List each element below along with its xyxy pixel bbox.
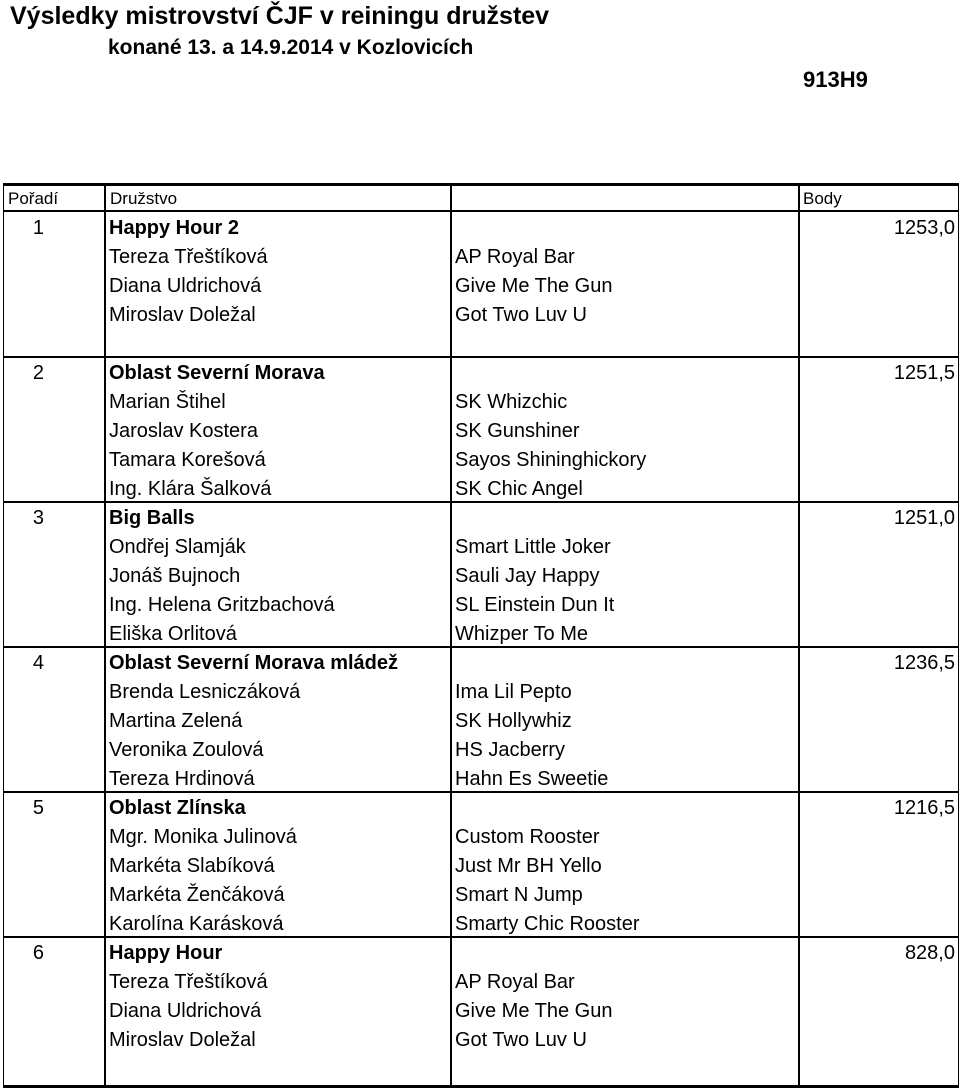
team-name: Oblast Zlínska — [109, 797, 246, 819]
row-divider — [4, 791, 958, 793]
row-divider — [4, 501, 958, 503]
team-rank: 5 — [32, 797, 44, 819]
team-points: 1253,0 — [893, 217, 955, 239]
rider-name: Mgr. Monika Julinová — [109, 826, 297, 848]
rider-name: Brenda Lesniczáková — [109, 681, 301, 703]
team-points: 1251,0 — [893, 507, 955, 529]
rider-name: Diana Uldrichová — [109, 275, 262, 297]
horse-name: Ima Lil Pepto — [455, 681, 572, 703]
rider-name: Tereza Hrdinová — [109, 768, 255, 790]
team-rank: 3 — [32, 507, 44, 529]
horse-name: SK Whizchic — [455, 391, 568, 413]
team-points: 1251,5 — [893, 362, 955, 384]
horse-name: Got Two Luv U — [455, 1029, 587, 1051]
team-name: Oblast Severní Morava — [109, 362, 325, 384]
rider-name: Diana Uldrichová — [109, 1000, 262, 1022]
horse-name: AP Royal Bar — [455, 971, 575, 993]
rider-name: Marian Štihel — [109, 391, 226, 413]
horse-name: Smart Little Joker — [455, 536, 611, 558]
rider-name: Tereza Třeštíková — [109, 971, 268, 993]
horse-name: Give Me The Gun — [455, 1000, 613, 1022]
header-points: Body — [803, 189, 842, 208]
row-divider — [4, 936, 958, 938]
rider-name: Jonáš Bujnoch — [109, 565, 241, 587]
header-rank: Pořadí — [8, 189, 59, 208]
team-rank: 1 — [32, 217, 44, 239]
column-divider-points — [798, 186, 800, 1085]
horse-name: Smart N Jump — [455, 884, 583, 906]
horse-name: AP Royal Bar — [455, 246, 575, 268]
team-rank: 2 — [32, 362, 44, 384]
horse-name: Got Two Luv U — [455, 304, 587, 326]
horse-name: SK Gunshiner — [455, 420, 580, 442]
team-points: 828,0 — [904, 942, 955, 964]
horse-name: Give Me The Gun — [455, 275, 613, 297]
horse-name: Whizper To Me — [455, 623, 589, 645]
rider-name: Karolína Karásková — [109, 913, 284, 935]
row-divider — [4, 356, 958, 358]
row-divider — [4, 646, 958, 648]
horse-name: SK Hollywhiz — [455, 710, 572, 732]
rider-name: Markéta Slabíková — [109, 855, 275, 877]
team-points: 1236,5 — [893, 652, 955, 674]
horse-name: SL Einstein Dun It — [455, 594, 615, 616]
horse-name: Custom Rooster — [455, 826, 600, 848]
rider-name: Eliška Orlitová — [109, 623, 237, 645]
rider-name: Miroslav Doležal — [109, 1029, 256, 1051]
horse-name: Sauli Jay Happy — [455, 565, 600, 587]
rider-name: Martina Zelená — [109, 710, 243, 732]
horse-name: SK Chic Angel — [455, 478, 583, 500]
rider-name: Ing. Helena Gritzbachová — [109, 594, 335, 616]
column-divider-rank — [104, 186, 106, 1085]
header-team: Družstvo — [110, 189, 178, 208]
rider-name: Markéta Ženčáková — [109, 884, 285, 906]
horse-name: Hahn Es Sweetie — [455, 768, 609, 790]
team-name: Oblast Severní Morava mládež — [109, 652, 399, 674]
team-rank: 6 — [32, 942, 44, 964]
document-title: Výsledky mistrovství ČJF v reiningu družstev — [10, 2, 550, 30]
results-table — [3, 183, 959, 1088]
rider-name: Ondřej Slamják — [109, 536, 246, 558]
rider-name: Tereza Třeštíková — [109, 246, 268, 268]
column-divider-team — [450, 186, 452, 1085]
team-name: Happy Hour 2 — [109, 217, 240, 239]
horse-name: Smarty Chic Rooster — [455, 913, 640, 935]
horse-name: Sayos Shininghickory — [455, 449, 647, 471]
team-points: 1216,5 — [893, 797, 955, 819]
document-subtitle: konané 13. a 14.9.2014 v Kozlovicích — [108, 36, 474, 59]
team-rank: 4 — [32, 652, 44, 674]
team-name: Big Balls — [109, 507, 195, 529]
rider-name: Tamara Korešová — [109, 449, 266, 471]
team-name: Happy Hour — [109, 942, 223, 964]
rider-name: Jaroslav Kostera — [109, 420, 258, 442]
rider-name: Veronika Zoulová — [109, 739, 264, 761]
horse-name: HS Jacberry — [455, 739, 566, 761]
horse-name: Just Mr BH Yello — [455, 855, 602, 877]
document-code: 913H9 — [803, 67, 868, 92]
rider-name: Miroslav Doležal — [109, 304, 256, 326]
rider-name: Ing. Klára Šalková — [109, 478, 272, 500]
